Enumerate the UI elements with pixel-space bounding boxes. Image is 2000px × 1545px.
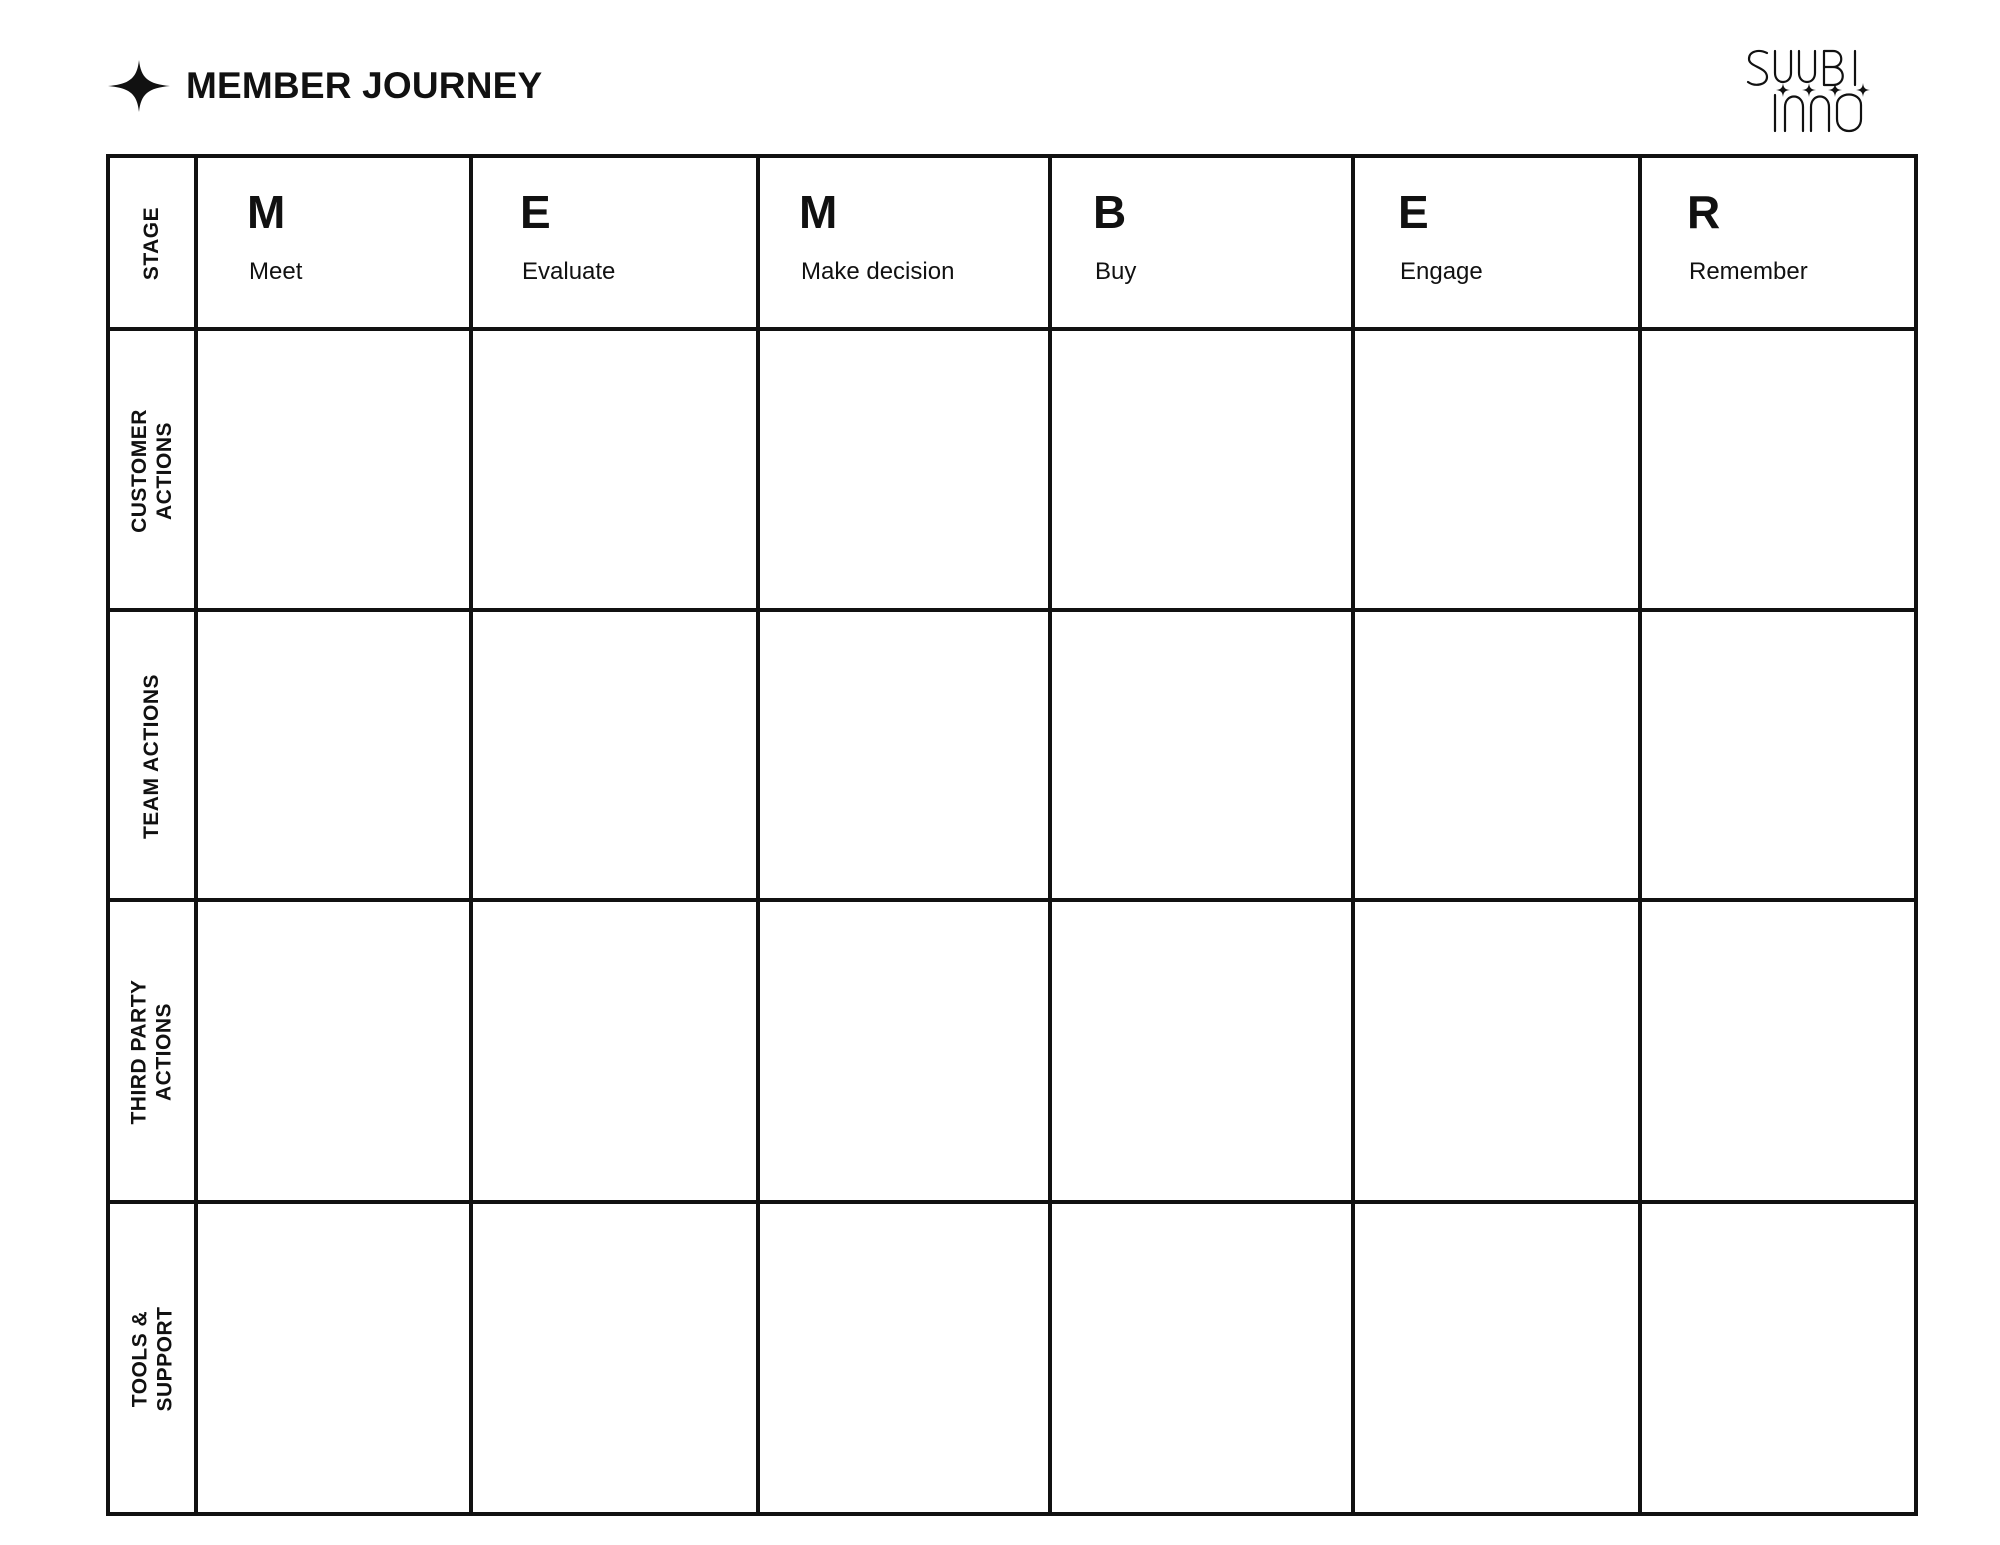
cell-customer-actions-make-decision[interactable]: [762, 333, 1048, 608]
stage-letter: M: [247, 186, 286, 238]
cell-team-actions-make-decision[interactable]: [762, 614, 1048, 898]
stage-name: Engage: [1400, 258, 1483, 285]
cell-team-actions-meet[interactable]: [200, 614, 469, 898]
stage-letter: R: [1687, 186, 1721, 238]
row-label-tools-support: TOOLS & SUPPORT: [128, 1306, 177, 1412]
stage-letter: E: [1398, 186, 1429, 238]
stage-header-remember: [1687, 154, 1907, 327]
cell-team-actions-evaluate[interactable]: [475, 614, 756, 898]
cell-tools-support-evaluate[interactable]: [475, 1206, 756, 1510]
cell-third-party-actions-engage[interactable]: [1357, 904, 1638, 1200]
stage-letter: B: [1093, 186, 1127, 238]
cell-customer-actions-evaluate[interactable]: [475, 333, 756, 608]
cell-customer-actions-remember[interactable]: [1644, 333, 1912, 608]
row-header-third-party-actions: [110, 902, 194, 1202]
cell-team-actions-engage[interactable]: [1357, 614, 1638, 898]
cell-team-actions-buy[interactable]: [1054, 614, 1351, 898]
row-label-customer-actions: CUSTOMER ACTIONS: [128, 408, 177, 533]
cell-third-party-actions-remember[interactable]: [1644, 904, 1912, 1200]
stage-letter: M: [799, 186, 838, 238]
cell-tools-support-make-decision[interactable]: [762, 1206, 1048, 1510]
journey-table: [106, 154, 1918, 1516]
cell-tools-support-engage[interactable]: [1357, 1206, 1638, 1510]
stage-name: Meet: [249, 258, 303, 285]
cell-third-party-actions-make-decision[interactable]: [762, 904, 1048, 1200]
row-header-team-actions: [110, 612, 194, 900]
stage-header-make-decision: [799, 154, 1044, 327]
cell-customer-actions-engage[interactable]: [1357, 333, 1638, 608]
row-header-stage: [110, 158, 194, 329]
row-header-customer-actions: [110, 331, 194, 610]
stage-name: Remember: [1689, 258, 1808, 285]
stage-header-meet: [247, 154, 462, 327]
stage-name: Evaluate: [522, 258, 616, 285]
cell-tools-support-remember[interactable]: [1644, 1206, 1912, 1510]
suubi-inno-logo: [1745, 45, 1885, 137]
cell-third-party-actions-evaluate[interactable]: [475, 904, 756, 1200]
four-point-star-icon: [106, 58, 172, 114]
row-label-third-party-actions: THIRD PARTY ACTIONS: [128, 979, 177, 1125]
cell-tools-support-buy[interactable]: [1054, 1206, 1351, 1510]
cell-tools-support-meet[interactable]: [200, 1206, 469, 1510]
stage-name: Make decision: [801, 258, 955, 285]
cell-third-party-actions-meet[interactable]: [200, 904, 469, 1200]
stage-name: Buy: [1095, 258, 1137, 285]
row-header-tools-support: [110, 1204, 194, 1514]
stage-header-evaluate: [520, 154, 750, 327]
stage-letter: E: [520, 186, 551, 238]
page-header: [106, 58, 542, 114]
stage-header-engage: [1398, 154, 1633, 327]
row-label-team-actions: TEAM ACTIONS: [140, 673, 164, 839]
cell-team-actions-remember[interactable]: [1644, 614, 1912, 898]
cell-customer-actions-buy[interactable]: [1054, 333, 1351, 608]
cell-customer-actions-meet[interactable]: [200, 333, 469, 608]
page-title: MEMBER JOURNEY: [186, 65, 543, 106]
row-label-stage: STAGE: [140, 206, 164, 281]
cell-third-party-actions-buy[interactable]: [1054, 904, 1351, 1200]
stage-header-buy: [1093, 154, 1343, 327]
